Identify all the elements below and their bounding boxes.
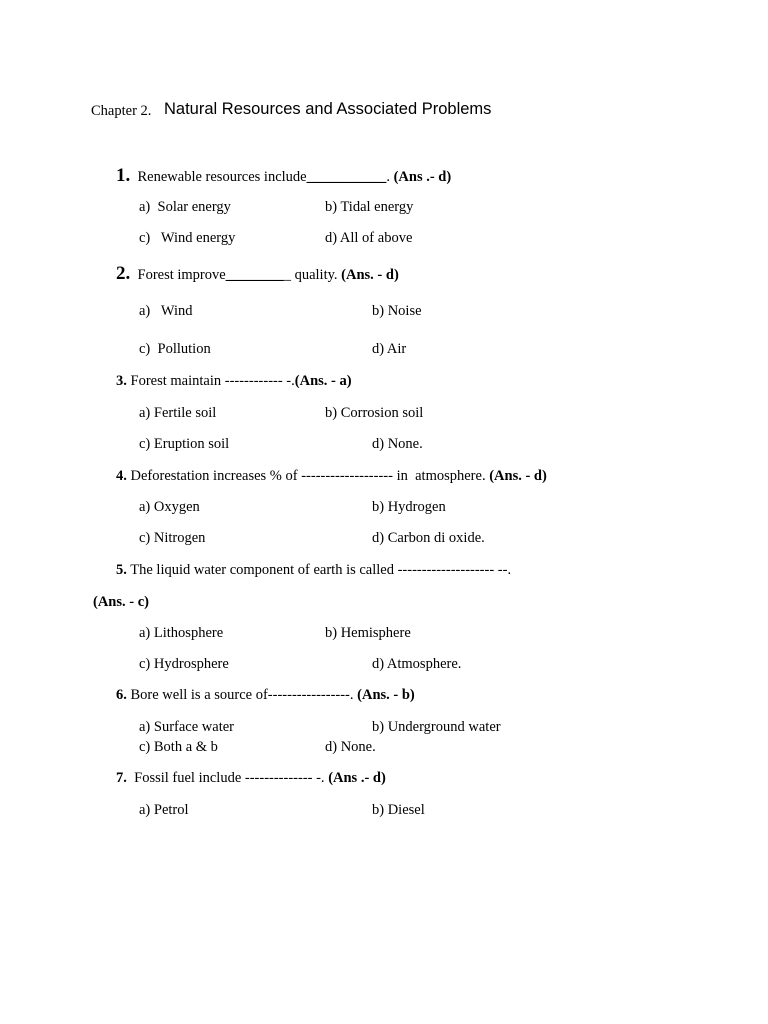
answer-key: (Ans. - a) (294, 373, 352, 389)
question-number: 6. (116, 687, 127, 703)
question-2 (116, 264, 399, 283)
option-b: b) Underground water (372, 719, 501, 735)
option-b: b) Tidal energy (325, 199, 414, 215)
question-number: 3. (116, 373, 127, 389)
option-b: b) Corrosion soil (325, 405, 424, 421)
question-4 (116, 469, 547, 484)
question-text: Deforestation increases % of ------------------- in atmosphere. (130, 468, 486, 484)
option-a: a) Solar energy (139, 199, 231, 215)
question-1 (116, 166, 451, 185)
option-a: a) Oxygen (139, 499, 200, 515)
question-6 (116, 688, 415, 703)
answer-key: (Ans .- d) (328, 770, 386, 786)
option-b: b) Hemisphere (325, 625, 411, 641)
option-c: c) Wind energy (139, 230, 236, 246)
option-b: b) Hydrogen (372, 499, 446, 515)
option-a: a) Fertile soil (139, 405, 217, 421)
option-b: b) Noise (372, 303, 422, 319)
option-c: c) Both a & b (139, 739, 218, 755)
question-number: 2. (116, 263, 131, 284)
question-7 (116, 771, 386, 786)
chapter-label: Chapter 2. (91, 103, 152, 119)
question-text-end: _ quality. (283, 267, 338, 283)
option-a: a) Wind (139, 303, 193, 319)
option-d: d) All of above (325, 230, 413, 246)
option-c: c) Pollution (139, 341, 211, 357)
option-d: d) Carbon di oxide. (372, 530, 485, 546)
question-number: 7. (116, 770, 127, 786)
question-text: Forest improve (137, 267, 226, 283)
question-5 (116, 563, 511, 578)
page-title: Natural Resources and Associated Problems (164, 100, 492, 118)
question-3 (116, 374, 352, 389)
answer-key: (Ans .- d) (393, 169, 452, 185)
answer-key: (Ans. - d) (341, 267, 399, 283)
option-d: d) Atmosphere. (372, 656, 462, 672)
question-text: Fossil fuel include -------------- -. (134, 770, 325, 786)
option-d: d) None. (325, 739, 376, 755)
option-b: b) Diesel (372, 802, 425, 818)
answer-blank: ___________ (306, 169, 387, 185)
question-text: Bore well is a source of-----------------. (130, 687, 354, 703)
answer-key: (Ans. - c) (93, 594, 149, 610)
answer-blank: ________ (225, 267, 284, 283)
question-text: Forest maintain ------------ -. (130, 373, 295, 389)
option-a: a) Lithosphere (139, 625, 224, 641)
question-number: 1. (116, 165, 131, 186)
answer-key: (Ans. - d) (489, 468, 547, 484)
option-c: c) Eruption soil (139, 436, 230, 452)
option-d: d) Air (372, 341, 407, 357)
question-text: Renewable resources include (137, 169, 307, 185)
answer-key: (Ans. - b) (357, 687, 415, 703)
question-number: 4. (116, 468, 127, 484)
question-number: 5. (116, 562, 127, 578)
option-c: c) Nitrogen (139, 530, 206, 546)
option-c: c) Hydrosphere (139, 656, 229, 672)
option-d: d) None. (372, 436, 423, 452)
option-a: a) Petrol (139, 802, 189, 818)
question-text: The liquid water component of earth is called -------------------- --. (130, 562, 512, 578)
option-a: a) Surface water (139, 719, 234, 735)
question-text-end: . (386, 169, 390, 185)
